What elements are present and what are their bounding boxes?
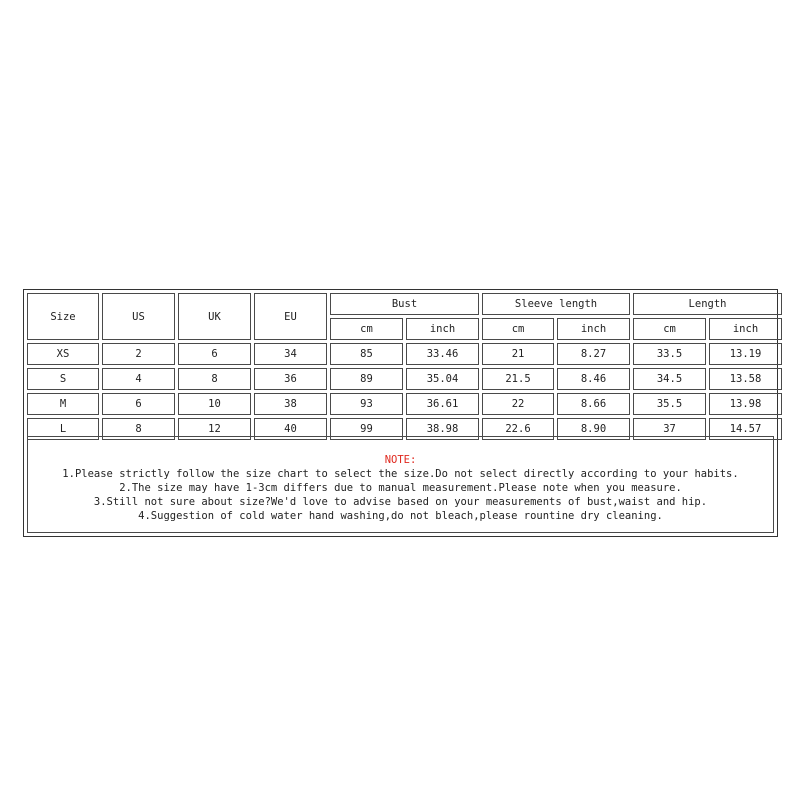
subheader-length-inch: inch <box>709 318 782 340</box>
cell-sleeve-inch: 8.90 <box>557 418 630 440</box>
subheader-bust-inch: inch <box>406 318 479 340</box>
cell-sleeve-inch: 8.46 <box>557 368 630 390</box>
cell-eu: 40 <box>254 418 327 440</box>
cell-length-cm: 35.5 <box>633 393 706 415</box>
cell-bust-cm: 85 <box>330 343 403 365</box>
note-box <box>27 436 774 533</box>
cell-bust-cm: 93 <box>330 393 403 415</box>
cell-length-inch: 14.57 <box>709 418 782 440</box>
table-row <box>27 368 782 390</box>
cell-us: 2 <box>102 343 175 365</box>
cell-us: 6 <box>102 393 175 415</box>
cell-sleeve-cm: 21.5 <box>482 368 554 390</box>
cell-uk: 6 <box>178 343 251 365</box>
cell-size: M <box>27 393 99 415</box>
cell-uk: 8 <box>178 368 251 390</box>
note-line: 4.Suggestion of cold water hand washing,do not bleach,please rountine dry cleaning. <box>138 510 663 522</box>
size-chart <box>23 289 778 537</box>
note-title: NOTE: <box>384 454 417 466</box>
subheader-sleeve-cm: cm <box>482 318 554 340</box>
cell-us: 8 <box>102 418 175 440</box>
cell-eu: 36 <box>254 368 327 390</box>
table-row <box>27 393 782 415</box>
cell-size: L <box>27 418 99 440</box>
cell-size: S <box>27 368 99 390</box>
cell-sleeve-cm: 22 <box>482 393 554 415</box>
table-row <box>27 343 782 365</box>
cell-length-cm: 33.5 <box>633 343 706 365</box>
header-sleeve-length: Sleeve length <box>482 293 630 315</box>
header-us: US <box>102 293 175 340</box>
cell-us: 4 <box>102 368 175 390</box>
cell-length-inch: 13.58 <box>709 368 782 390</box>
cell-bust-inch: 33.46 <box>406 343 479 365</box>
cell-bust-cm: 99 <box>330 418 403 440</box>
cell-uk: 10 <box>178 393 251 415</box>
cell-bust-inch: 38.98 <box>406 418 479 440</box>
size-table <box>24 290 785 443</box>
note-line: 1.Please strictly follow the size chart to select the size.Do not select directly according to your habits. <box>62 468 739 480</box>
header-row <box>27 293 782 315</box>
cell-sleeve-cm: 21 <box>482 343 554 365</box>
cell-bust-inch: 36.61 <box>406 393 479 415</box>
header-eu: EU <box>254 293 327 340</box>
header-length: Length <box>633 293 782 315</box>
cell-length-cm: 37 <box>633 418 706 440</box>
subheader-bust-cm: cm <box>330 318 403 340</box>
cell-sleeve-inch: 8.66 <box>557 393 630 415</box>
cell-bust-inch: 35.04 <box>406 368 479 390</box>
subheader-sleeve-inch: inch <box>557 318 630 340</box>
header-size: Size <box>27 293 99 340</box>
cell-uk: 12 <box>178 418 251 440</box>
cell-eu: 38 <box>254 393 327 415</box>
header-bust: Bust <box>330 293 479 315</box>
cell-eu: 34 <box>254 343 327 365</box>
cell-sleeve-cm: 22.6 <box>482 418 554 440</box>
cell-bust-cm: 89 <box>330 368 403 390</box>
header-uk: UK <box>178 293 251 340</box>
note-line: 3.Still not sure about size?We'd love to advise based on your measurements of bust,waist and hip. <box>93 496 708 508</box>
cell-length-inch: 13.19 <box>709 343 782 365</box>
note-line: 2.The size may have 1-3cm differs due to manual measurement.Please note when you measure. <box>119 482 682 494</box>
subheader-length-cm: cm <box>633 318 706 340</box>
cell-length-inch: 13.98 <box>709 393 782 415</box>
cell-size: XS <box>27 343 99 365</box>
cell-sleeve-inch: 8.27 <box>557 343 630 365</box>
cell-length-cm: 34.5 <box>633 368 706 390</box>
